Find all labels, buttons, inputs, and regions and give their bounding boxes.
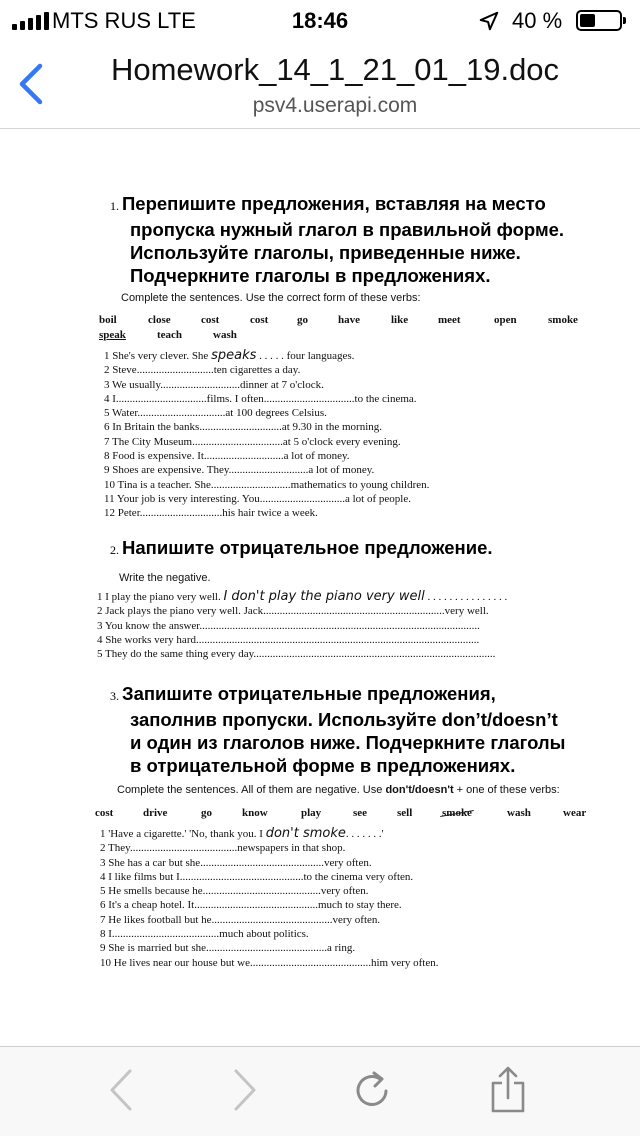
ex3-heading-line: в отрицательной форме в предложениях. (130, 755, 516, 776)
ex1-heading-line: Подчеркните глаголы в предложениях. (130, 265, 491, 286)
sentence-line: 7 He likes football but he............................................very often. (100, 913, 381, 926)
instruction-bold: don't/doesn't (385, 784, 454, 796)
verb: cost (250, 314, 269, 326)
sentence-line: 6 It's a cheap hotel. It.............................................much to stay there. (100, 899, 402, 912)
ex3-instruction (117, 784, 560, 796)
ex3-number: 3. (110, 689, 119, 703)
verb: drive (143, 807, 168, 819)
battery-percent: 40 % (512, 8, 563, 33)
battery-fill (580, 14, 595, 27)
page-host: psv4.userapi.com (252, 94, 418, 117)
ex3-heading-line: заполнив пропуски. Используйте don’t/doesn’t (130, 709, 558, 730)
verb: go (201, 807, 212, 819)
location-arrow-icon (478, 10, 500, 32)
sentence-line: 3 She has a car but she.............................................very often. (100, 856, 372, 869)
sentence-line: 2 They.......................................newspapers in that shop. (100, 842, 346, 855)
sentence-line: 4 I.................................films. I often.................................to the cinema. (104, 392, 417, 405)
clock: 18:46 (291, 8, 349, 33)
ex2-heading-line: Напишите отрицательное предложение. (122, 537, 493, 558)
sentence-line: 8 Food is expensive. It.............................a lot of money. (104, 450, 350, 463)
share-icon[interactable] (486, 1065, 530, 1115)
ex3-verb-row (0, 807, 640, 821)
ex1-verb-row (0, 329, 640, 343)
sentence-line: 10 He lives near our house but we............................................him very often. (100, 956, 439, 969)
sentence-line: 2 Jack plays the piano very well. Jack..................................................................very well. (97, 605, 489, 618)
sentence-line: 4 I like films but I.............................................to the cinema very often. (100, 870, 414, 883)
ex1-heading-line: пропуска нужный глагол в правильной форме. (130, 219, 565, 240)
sentence-text: . . . . . four languages. (256, 350, 355, 362)
sentence-line: 2 Steve............................ten cigarettes a day. (104, 364, 301, 377)
arrow-right-icon[interactable] (222, 1065, 266, 1115)
reload-icon[interactable] (350, 1065, 394, 1115)
sentence-text: 1 She's very clever. She (104, 350, 212, 362)
verb: wash (213, 329, 237, 341)
ex2-number: 2. (110, 543, 119, 557)
verb: meet (438, 314, 461, 326)
verb: boil (99, 314, 117, 326)
sentence-text: 1 I play the piano very well. (97, 591, 224, 603)
verb: have (338, 314, 360, 326)
verb: cost (201, 314, 220, 326)
sentence-line: 8 I.......................................much about politics. (100, 928, 309, 941)
sentence-text: 1 'Have a cigarette.' 'No, thank you. I (100, 828, 266, 840)
verb: close (148, 314, 171, 326)
ex1-instruction: Complete the sentences. Use the correct form of these verbs: (121, 292, 421, 304)
sentence-line (100, 827, 439, 841)
verb: see (353, 807, 368, 819)
verb: like (391, 314, 409, 326)
ex1-heading (110, 192, 564, 287)
carrier-label: MTS RUS LTE (52, 8, 196, 33)
chevron-left-icon[interactable] (14, 60, 48, 108)
verb-crossed-out: smoke (442, 807, 472, 819)
ex3-heading (110, 682, 565, 777)
ex2-instruction: Write the negative. (119, 572, 211, 584)
sentence-line: 5 Water................................at 100 degrees Celsius. (104, 407, 327, 420)
instruction-text: Complete the sentences. All of them are negative. Use (117, 784, 386, 796)
verb: cost (95, 807, 114, 819)
sentence-line (97, 590, 507, 604)
handwritten-answer: don't smoke (265, 826, 346, 841)
ex2-sentences (97, 590, 507, 661)
verb: play (301, 807, 322, 819)
verb: wash (507, 807, 531, 819)
sentence-line: 3 We usually.............................dinner at 7 o'clock. (104, 378, 324, 391)
sentence-text: . . . . . . .' (345, 828, 384, 840)
sentence-line (104, 349, 429, 363)
sentence-line: 9 Shoes are expensive. They.............................a lot of money. (104, 464, 375, 477)
document-view[interactable] (0, 130, 640, 1046)
sentence-line: 5 They do the same thing every day........................................................................................ (97, 648, 496, 661)
ex3-sentences (100, 827, 439, 970)
verb: smoke (548, 314, 578, 326)
verb: teach (157, 329, 183, 341)
battery-icon (576, 10, 622, 31)
sentence-line: 10 Tina is a teacher. She.............................mathematics to young children. (104, 478, 430, 491)
browser-toolbar (0, 1046, 640, 1136)
verb: open (494, 314, 517, 326)
verb: go (297, 314, 308, 326)
ex1-heading-line: Используйте глаголы, приведенные ниже. (130, 242, 521, 263)
sentence-line: 11 Your job is very interesting. You...............................a lot of people. (104, 492, 411, 505)
sentence-line: 12 Peter..............................his hair twice a week. (104, 507, 318, 520)
ex1-sentences (104, 349, 429, 521)
sentence-line: 5 He smells because he...........................................very often. (100, 885, 369, 898)
instruction-text: + one of these verbs: (453, 784, 560, 796)
sentence-line: 7 The City Museum.................................at 5 o'clock every evening. (104, 435, 401, 448)
ex1-verb-row (0, 314, 640, 328)
sentence-line: 4 She works very hard....................................................................................................... (97, 633, 480, 646)
verb: sell (397, 807, 413, 819)
handwritten-answer: speaks (211, 348, 257, 363)
arrow-left-icon[interactable] (100, 1065, 144, 1115)
sentence-line: 9 She is married but she............................................a ring. (100, 942, 356, 955)
ex3-heading-line: Запишите отрицательные предложения, (122, 683, 496, 704)
verb: wear (563, 807, 587, 819)
nav-header (0, 40, 640, 129)
ex3-heading-line: и один из глаголов ниже. Подчеркните глаголы (130, 732, 566, 753)
sentence-text: . . . . . . . . . . . . . . . (424, 591, 508, 603)
sentence-line: 3 You know the answer...................................................................................................... (97, 619, 480, 632)
verb: know (242, 807, 268, 819)
ex2-heading (110, 536, 493, 562)
sentence-line: 6 In Britain the banks..............................at 9.30 in the morning. (104, 421, 383, 434)
status-bar (0, 0, 640, 40)
verb: speak (99, 329, 126, 341)
page-title: Homework_14_1_21_01_19.doc (110, 52, 560, 87)
ex1-heading-line: Перепишите предложения, вставляя на место (122, 193, 546, 214)
handwritten-answer: I don't play the piano very well (223, 589, 425, 604)
ex1-number: 1. (110, 199, 119, 213)
